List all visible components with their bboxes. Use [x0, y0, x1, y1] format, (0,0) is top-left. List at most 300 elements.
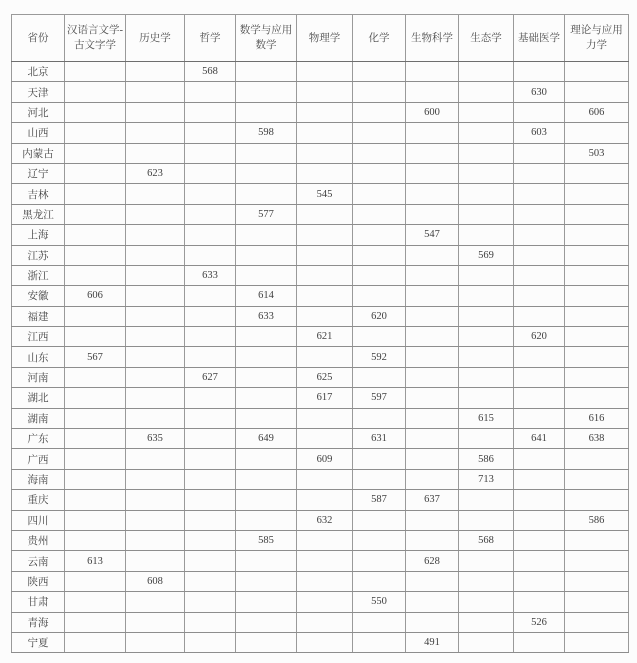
table-row: [12, 347, 629, 367]
column-header: [65, 15, 126, 62]
score-cell: 592: [353, 347, 406, 367]
score-cell: [459, 592, 514, 612]
score-cell: [565, 388, 629, 408]
score-cell: [565, 347, 629, 367]
score-cell: [353, 184, 406, 204]
score-cell: 638: [565, 429, 629, 449]
score-cell: [514, 388, 565, 408]
score-cell: 620: [514, 327, 565, 347]
column-header-line: 化学: [368, 32, 390, 44]
score-cell: [565, 123, 629, 143]
score-cell: [565, 449, 629, 469]
province-cell: 浙江: [12, 265, 65, 285]
score-cell: [65, 265, 126, 285]
score-cell: [185, 612, 236, 632]
score-cell: [185, 551, 236, 571]
score-cell: [65, 612, 126, 632]
score-cell: [236, 490, 297, 510]
province-cell: 宁夏: [12, 632, 65, 652]
score-cell: [126, 225, 185, 245]
province-cell: 山东: [12, 347, 65, 367]
score-cell: 633: [185, 265, 236, 285]
province-cell: 广西: [12, 449, 65, 469]
score-cell: [126, 62, 185, 82]
score-cell: [65, 510, 126, 530]
score-cell: [236, 184, 297, 204]
score-cell: [65, 306, 126, 326]
score-cell: [236, 62, 297, 82]
score-cell: 606: [65, 286, 126, 306]
score-cell: [459, 551, 514, 571]
score-cell: [185, 143, 236, 163]
score-cell: 713: [459, 469, 514, 489]
score-cell: [65, 143, 126, 163]
table-row: [12, 286, 629, 306]
score-cell: [297, 82, 353, 102]
column-header: [565, 15, 629, 62]
table-row: [12, 204, 629, 224]
score-cell: [236, 592, 297, 612]
score-cell: [565, 469, 629, 489]
score-cell: 567: [65, 347, 126, 367]
score-cell: [65, 184, 126, 204]
score-cell: [236, 449, 297, 469]
score-cell: [353, 286, 406, 306]
score-cell: [565, 632, 629, 652]
score-cell: [185, 306, 236, 326]
column-header-line: 哲学: [199, 32, 221, 44]
score-cell: 568: [459, 530, 514, 550]
score-cell: 606: [565, 102, 629, 122]
score-cell: [65, 82, 126, 102]
score-cell: [406, 327, 459, 347]
score-cell: [236, 163, 297, 183]
score-cell: [353, 245, 406, 265]
province-cell: 辽宁: [12, 163, 65, 183]
score-cell: [353, 225, 406, 245]
score-cell: [236, 571, 297, 591]
score-cell: [126, 82, 185, 102]
province-cell: 吉林: [12, 184, 65, 204]
score-cell: [126, 265, 185, 285]
score-cell: [185, 592, 236, 612]
score-cell: 568: [185, 62, 236, 82]
score-cell: 547: [406, 225, 459, 245]
table-row: [12, 469, 629, 489]
score-cell: [406, 388, 459, 408]
province-cell: 山西: [12, 123, 65, 143]
score-cell: [236, 408, 297, 428]
score-cell: [406, 469, 459, 489]
score-cell: [297, 286, 353, 306]
province-cell: 天津: [12, 82, 65, 102]
score-cell: [459, 184, 514, 204]
column-header-line: 历史学: [139, 32, 171, 44]
table-row: [12, 571, 629, 591]
score-cell: [65, 408, 126, 428]
score-cell: 503: [565, 143, 629, 163]
score-cell: 609: [297, 449, 353, 469]
score-cell: [406, 184, 459, 204]
score-cell: 625: [297, 367, 353, 387]
score-cell: [185, 163, 236, 183]
score-cell: [353, 204, 406, 224]
score-cell: [65, 204, 126, 224]
province-cell: 江苏: [12, 245, 65, 265]
header-row: [12, 15, 629, 62]
score-cell: [126, 490, 185, 510]
score-cell: [565, 367, 629, 387]
score-cell: [565, 327, 629, 347]
table-row: [12, 143, 629, 163]
column-header: [514, 15, 565, 62]
province-cell: 安徽: [12, 286, 65, 306]
column-header-line: 物理学: [308, 32, 341, 44]
score-cell: [236, 265, 297, 285]
corner-header-province: 省份: [12, 15, 65, 62]
score-cell: [406, 306, 459, 326]
score-cell: [126, 530, 185, 550]
province-cell: 重庆: [12, 490, 65, 510]
score-cell: [236, 367, 297, 387]
score-cell: [236, 102, 297, 122]
score-cell: [459, 265, 514, 285]
score-cell: 617: [297, 388, 353, 408]
score-cell: [65, 469, 126, 489]
score-cell: [514, 551, 565, 571]
score-cell: 628: [406, 551, 459, 571]
table-row: [12, 82, 629, 102]
score-cell: [65, 62, 126, 82]
score-cell: [565, 163, 629, 183]
score-cell: [565, 551, 629, 571]
column-header: [353, 15, 406, 62]
score-cell: [185, 327, 236, 347]
province-cell: 湖北: [12, 388, 65, 408]
province-cell: 云南: [12, 551, 65, 571]
column-header-line: 古文字学: [74, 40, 116, 51]
column-header-line: 汉语言文学-: [67, 25, 123, 36]
score-cell: [514, 530, 565, 550]
score-cell: [353, 143, 406, 163]
score-cell: [297, 143, 353, 163]
score-cell: [126, 388, 185, 408]
table-row: [12, 612, 629, 632]
province-cell: 河北: [12, 102, 65, 122]
table-row: [12, 327, 629, 347]
table-row: [12, 429, 629, 449]
score-cell: [236, 327, 297, 347]
score-cell: [565, 490, 629, 510]
score-cell: [185, 82, 236, 102]
score-cell: [353, 571, 406, 591]
score-cell: 597: [353, 388, 406, 408]
score-cell: [459, 571, 514, 591]
score-cell: [297, 62, 353, 82]
score-cell: [126, 367, 185, 387]
table-row: [12, 592, 629, 612]
score-cell: [185, 184, 236, 204]
score-cell: [565, 245, 629, 265]
score-cell: [353, 102, 406, 122]
score-cell: [459, 490, 514, 510]
score-cell: [185, 490, 236, 510]
column-header: [459, 15, 514, 62]
score-cell: [406, 143, 459, 163]
score-cell: [297, 265, 353, 285]
score-cell: 614: [236, 286, 297, 306]
table-row: [12, 632, 629, 652]
score-cell: [297, 204, 353, 224]
score-cell: [514, 184, 565, 204]
score-cell: [459, 306, 514, 326]
score-cell: [459, 347, 514, 367]
score-cell: [459, 204, 514, 224]
score-cell: [514, 306, 565, 326]
table-row: [12, 102, 629, 122]
score-cell: [126, 123, 185, 143]
score-cell: [459, 327, 514, 347]
score-cell: [514, 510, 565, 530]
score-cell: [514, 225, 565, 245]
province-cell: 北京: [12, 62, 65, 82]
score-cell: [514, 265, 565, 285]
score-cell: [126, 102, 185, 122]
table-row: [12, 265, 629, 285]
score-cell: [406, 286, 459, 306]
score-cell: 587: [353, 490, 406, 510]
score-cell: [236, 551, 297, 571]
score-cell: [406, 82, 459, 102]
score-cell: [65, 388, 126, 408]
score-cell: 641: [514, 429, 565, 449]
province-cell: 广东: [12, 429, 65, 449]
score-cell: [565, 612, 629, 632]
score-cell: 616: [565, 408, 629, 428]
score-cell: [65, 571, 126, 591]
column-header: [236, 15, 297, 62]
score-cell: [353, 327, 406, 347]
score-cell: [297, 347, 353, 367]
score-cell: [353, 449, 406, 469]
score-cell: [126, 510, 185, 530]
province-cell: 青海: [12, 612, 65, 632]
province-cell: 湖南: [12, 408, 65, 428]
score-cell: [297, 530, 353, 550]
score-cell: [65, 245, 126, 265]
column-header-line: 力学: [586, 40, 607, 51]
score-cell: [297, 123, 353, 143]
score-cell: [236, 143, 297, 163]
province-cell: 甘肃: [12, 592, 65, 612]
score-cell: [514, 286, 565, 306]
score-cell: [297, 408, 353, 428]
score-cell: [297, 571, 353, 591]
score-cell: [406, 163, 459, 183]
score-cell: [353, 367, 406, 387]
score-cell: [126, 143, 185, 163]
score-cell: [353, 123, 406, 143]
score-cell: [565, 82, 629, 102]
score-cell: [126, 184, 185, 204]
score-cell: [185, 102, 236, 122]
score-cell: [565, 571, 629, 591]
score-cell: [353, 530, 406, 550]
score-cell: [565, 225, 629, 245]
score-cell: [514, 592, 565, 612]
score-cell: [406, 571, 459, 591]
score-cell: [353, 469, 406, 489]
score-cell: [236, 245, 297, 265]
score-cell: [126, 327, 185, 347]
score-cell: [353, 632, 406, 652]
score-cell: [406, 408, 459, 428]
province-cell: 贵州: [12, 530, 65, 550]
score-cell: [514, 571, 565, 591]
score-cell: [185, 347, 236, 367]
score-cell: [459, 367, 514, 387]
score-cell: [236, 510, 297, 530]
score-cell: [459, 510, 514, 530]
score-cell: 627: [185, 367, 236, 387]
table-row: [12, 163, 629, 183]
score-cell: [353, 82, 406, 102]
score-cell: [297, 306, 353, 326]
score-cell: [406, 510, 459, 530]
table-row: [12, 449, 629, 469]
province-cell: 福建: [12, 306, 65, 326]
score-cell: 545: [297, 184, 353, 204]
table-row: [12, 388, 629, 408]
table-row: [12, 408, 629, 428]
score-cell: 613: [65, 551, 126, 571]
score-cell: [65, 123, 126, 143]
score-cell: [185, 510, 236, 530]
score-cell: [126, 449, 185, 469]
score-cell: [65, 102, 126, 122]
score-cell: [236, 632, 297, 652]
score-cell: 603: [514, 123, 565, 143]
table-row: [12, 551, 629, 571]
score-cell: [236, 225, 297, 245]
score-cell: [297, 225, 353, 245]
score-cell: [185, 469, 236, 489]
score-cell: [514, 367, 565, 387]
score-cell: [297, 490, 353, 510]
score-cell: [126, 469, 185, 489]
score-cell: [353, 163, 406, 183]
score-cell: [65, 327, 126, 347]
score-cell: [236, 469, 297, 489]
score-cell: [236, 612, 297, 632]
score-cell: [297, 632, 353, 652]
score-cell: [65, 225, 126, 245]
score-cell: [65, 632, 126, 652]
score-cell: [406, 449, 459, 469]
table-row: [12, 245, 629, 265]
score-cell: 635: [126, 429, 185, 449]
score-cell: [185, 429, 236, 449]
score-cell: [406, 204, 459, 224]
score-cell: [514, 347, 565, 367]
score-cell: 526: [514, 612, 565, 632]
province-cell: 陕西: [12, 571, 65, 591]
score-cell: [406, 123, 459, 143]
province-cell: 上海: [12, 225, 65, 245]
score-cell: [514, 143, 565, 163]
score-cell: [297, 469, 353, 489]
score-cell: [406, 429, 459, 449]
column-header-line: 数学与应用: [239, 25, 293, 36]
province-cell: 河南: [12, 367, 65, 387]
admission-score-table: [11, 14, 629, 653]
score-cell: 586: [459, 449, 514, 469]
score-cell: [565, 265, 629, 285]
column-header: [406, 15, 459, 62]
score-cell: [353, 551, 406, 571]
table-row: [12, 490, 629, 510]
score-cell: [459, 123, 514, 143]
score-cell: 623: [126, 163, 185, 183]
province-cell: 海南: [12, 469, 65, 489]
score-cell: [514, 469, 565, 489]
score-cell: [297, 551, 353, 571]
score-cell: [126, 612, 185, 632]
column-header-line: 理论与应用: [570, 25, 623, 36]
score-cell: [126, 408, 185, 428]
score-cell: [565, 62, 629, 82]
score-cell: [514, 102, 565, 122]
score-cell: [565, 530, 629, 550]
score-cell: 633: [236, 306, 297, 326]
score-cell: [565, 286, 629, 306]
score-cell: [126, 632, 185, 652]
column-header-line: 数学: [255, 40, 277, 51]
score-cell: 585: [236, 530, 297, 550]
province-cell: 江西: [12, 327, 65, 347]
score-cell: [185, 123, 236, 143]
table-row: [12, 225, 629, 245]
score-cell: [514, 163, 565, 183]
score-cell: [514, 632, 565, 652]
province-cell: 四川: [12, 510, 65, 530]
score-cell: [459, 286, 514, 306]
score-cell: 649: [236, 429, 297, 449]
score-cell: [353, 265, 406, 285]
score-cell: [297, 102, 353, 122]
score-cell: 630: [514, 82, 565, 102]
column-header-line: 生态学: [470, 32, 502, 44]
score-cell: 491: [406, 632, 459, 652]
score-cell: [406, 530, 459, 550]
score-cell: [126, 204, 185, 224]
score-cell: [406, 62, 459, 82]
score-cell: [185, 530, 236, 550]
score-cell: [514, 449, 565, 469]
column-header: [126, 15, 185, 62]
score-cell: 586: [565, 510, 629, 530]
score-cell: [185, 286, 236, 306]
column-header: [297, 15, 353, 62]
table-row: [12, 123, 629, 143]
score-cell: [459, 429, 514, 449]
score-cell: [459, 612, 514, 632]
score-cell: [459, 225, 514, 245]
score-cell: [126, 245, 185, 265]
score-cell: [185, 408, 236, 428]
score-cell: [185, 245, 236, 265]
score-cell: [353, 612, 406, 632]
